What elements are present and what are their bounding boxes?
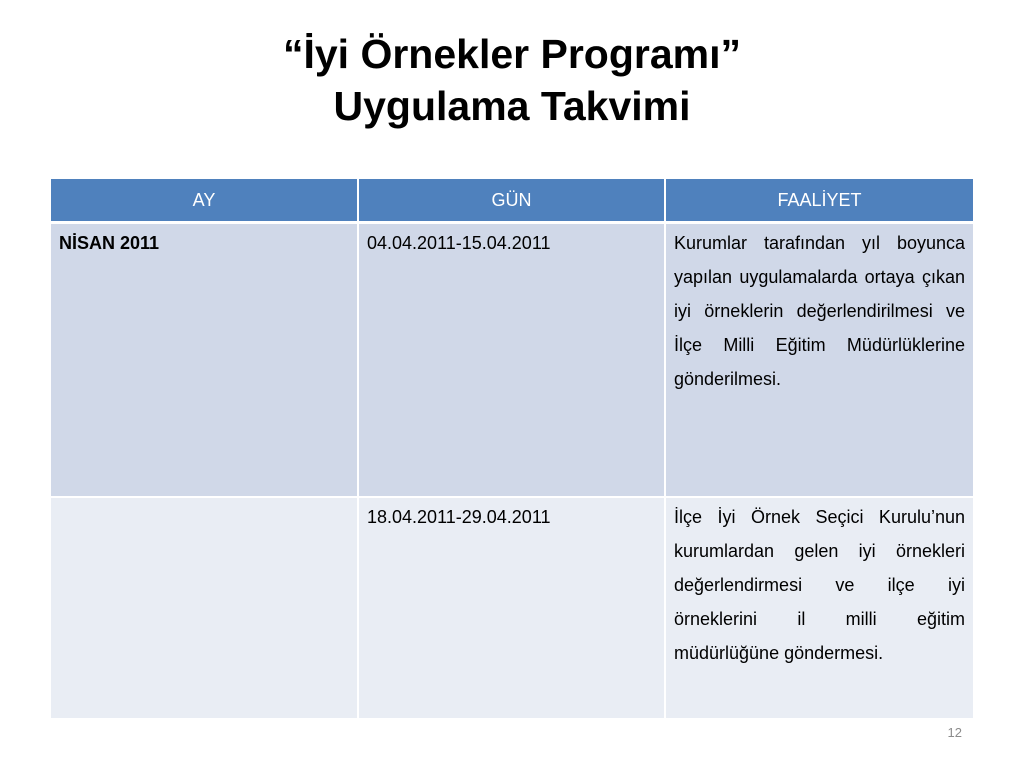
cell-gun: 18.04.2011-29.04.2011 bbox=[358, 497, 665, 719]
schedule-table bbox=[51, 179, 973, 720]
header-gun: GÜN bbox=[358, 179, 665, 223]
cell-gun: 04.04.2011-15.04.2011 bbox=[358, 223, 665, 498]
slide-title bbox=[0, 28, 1024, 132]
cell-ay bbox=[51, 497, 358, 719]
table-row bbox=[51, 223, 973, 498]
header-ay: AY bbox=[51, 179, 358, 223]
cell-ay: NİSAN 2011 bbox=[51, 223, 358, 498]
page-number: 12 bbox=[947, 725, 962, 740]
title-line-2: Uygulama Takvimi bbox=[333, 83, 691, 129]
table-header-row bbox=[51, 179, 973, 223]
table-row bbox=[51, 497, 973, 719]
cell-faaliyet: Kurumlar tarafından yıl boyunca yapılan uygulamalarda ortaya çıkan iyi örneklerin değerlendirilmesi ve İlçe Milli Eğitim Müdürlüklerine gönderilmesi. bbox=[665, 223, 973, 498]
title-line-1: “İyi Örnekler Programı” bbox=[282, 31, 741, 77]
cell-faaliyet: İlçe İyi Örnek Seçici Kurulu’nun kurumlardan gelen iyi örnekleri değerlendirmesi ve ilçe iyi örneklerini il milli eğitim müdürlüğüne göndermesi. bbox=[665, 497, 973, 719]
header-faaliyet: FAALİYET bbox=[665, 179, 973, 223]
schedule-table-container bbox=[51, 179, 973, 720]
